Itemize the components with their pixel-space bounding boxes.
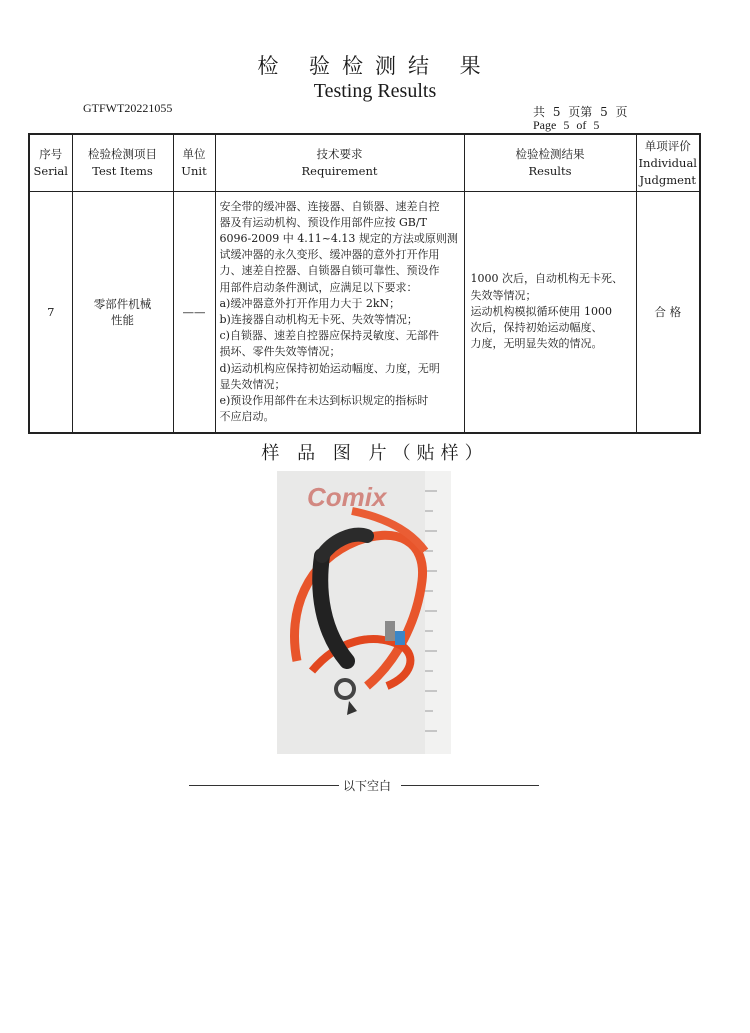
cell-test-item: 零部件机械 性能 (72, 192, 173, 434)
watermark-text: Comix (307, 482, 387, 512)
header-unit: 单位 Unit (173, 134, 215, 192)
sample-photo (277, 471, 451, 754)
cell-judgment: 合 格 (636, 192, 700, 434)
sample-photo-title: 样 品 图 片（贴样） (261, 443, 489, 464)
table-row (29, 192, 700, 434)
header-serial: 序号 Serial (29, 134, 72, 192)
page-indicator-en: Page 5 of 5 (533, 118, 600, 132)
results-table (28, 133, 701, 434)
header-results: 检验检测结果 Results (464, 134, 636, 192)
divider-right (401, 785, 539, 786)
page-indicator-cn: 共 5 页第 5 页 (533, 105, 628, 119)
divider-left (189, 785, 339, 786)
report-number: GTFWT20221055 (83, 101, 173, 115)
table-header-row (29, 134, 700, 192)
cell-requirement: 安全带的缓冲器、连接器、自锁器、速差自控 器及有运动机构、预设作用部件应按 GB/T 6096-2009 中 4.11~4.13 规定的方法或原则测 试缓冲器的永久变形、缓冲器的意外打开作用 力、速差自控器、自锁器自锁可靠性、预设作 用部件启动条件测试，应满足以下要求： a)缓冲器意外打开作用力大于 2kN； b)连接器自动机构无卡死、失效等情况； c)自锁器、速差自控器应保持灵敏度、无部件 损坏、零件失效等情况； d)运动机构应保持初始运动幅度、力度，无明 显失效情况； e)预设作用部件在未达到标识规定的指标时 不应启动。 (215, 192, 464, 434)
header-requirement: 技术要求 Requirement (215, 134, 464, 192)
header-judgment: 单项评价 Individual Judgment (636, 134, 700, 192)
report-title-cn: 检 验检测结 果 (257, 54, 493, 78)
blank-note: 以下空白 (343, 779, 392, 793)
end-of-content-marker (189, 775, 539, 795)
cell-results: 1000 次后，自动机构无卡死、 失效等情况； 运动机构模拟循环使用 1000 次后，保持初始运动幅度、 力度，无明显失效的情况。 (464, 192, 636, 434)
cell-unit: —— (173, 192, 215, 434)
header-test-items: 检验检测项目 Test Items (72, 134, 173, 192)
report-title-en: Testing Results (313, 80, 437, 102)
safety-belt-illustration (277, 471, 451, 754)
cell-serial: 7 (29, 192, 72, 434)
